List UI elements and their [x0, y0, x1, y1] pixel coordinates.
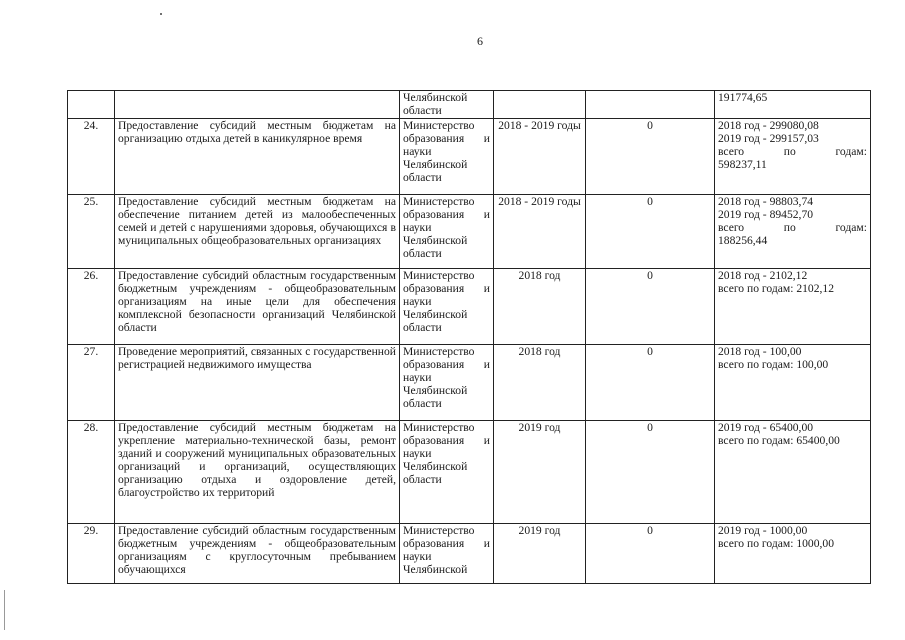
row-number: 26. — [68, 269, 115, 345]
table-row — [68, 524, 871, 584]
financing-cell — [715, 119, 871, 195]
financing-line: 2018 год - 299080,08 — [718, 119, 819, 132]
row-number: 24. — [68, 119, 115, 195]
table-row — [68, 269, 871, 345]
financing-line: 598237,11 — [718, 158, 767, 171]
implementation-term: 2018 год — [494, 269, 586, 345]
row-number: 27. — [68, 345, 115, 421]
implementation-term: 2019 год — [494, 524, 586, 584]
financing-line: 2018 год - 100,00 — [718, 345, 802, 358]
target-indicator: 0 — [586, 119, 715, 195]
financing-line: 2018 год - 2102,12 — [718, 269, 808, 282]
measure-description: Предоставление субсидий местным бюджетам на организацию отдыха детей в каникулярное время — [115, 119, 400, 195]
implementation-term: 2018 год — [494, 345, 586, 421]
measures-table — [67, 90, 871, 584]
target-indicator: 0 — [586, 195, 715, 269]
table-row — [68, 345, 871, 421]
implementation-term: 2018 - 2019 годы — [494, 195, 586, 269]
financing-line: всего по годам: 65400,00 — [718, 434, 840, 447]
target-indicator: 0 — [586, 421, 715, 524]
responsible-organization: Министерство образования и науки Челябинской области — [400, 195, 494, 269]
financing-line: 2019 год - 299157,03 — [718, 132, 819, 145]
financing-cell — [715, 524, 871, 584]
table-row — [68, 421, 871, 524]
implementation-term — [494, 91, 586, 119]
measure-description: Предоставление субсидий местным бюджетам на обеспечение питанием детей из малообеспеченных семей и детей с нарушениями здоровья, обучающихся в муниципальных общеобразовательных организациях — [115, 195, 400, 269]
row-number: 28. — [68, 421, 115, 524]
financing-line: 188256,44 — [718, 234, 768, 247]
scan-speck — [160, 13, 162, 15]
financing-cell — [715, 91, 871, 119]
responsible-organization: Министерство образования и науки Челябинской — [400, 524, 494, 584]
row-number: 29. — [68, 524, 115, 584]
responsible-organization: Министерство образования и науки Челябинской области — [400, 119, 494, 195]
financing-line: 2019 год - 89452,70 — [718, 208, 814, 221]
responsible-organization: Министерство образования и науки Челябинской области — [400, 269, 494, 345]
row-number — [68, 91, 115, 119]
measure-description: Предоставление субсидий областным государственным бюджетным учреждениям - общеобразовательным организациям с круглосуточным пребыванием обучающихся — [115, 524, 400, 584]
financing-cell — [715, 269, 871, 345]
target-indicator: 0 — [586, 269, 715, 345]
financing-line: всего по годам: 2102,12 — [718, 282, 835, 295]
measure-description: Проведение мероприятий, связанных с государственной регистрацией недвижимого имущества — [115, 345, 400, 421]
table-row — [68, 91, 871, 119]
target-indicator: 0 — [586, 345, 715, 421]
row-number: 25. — [68, 195, 115, 269]
financing-line: 2018 год - 98803,74 — [718, 195, 814, 208]
financing-cell — [715, 421, 871, 524]
measure-description: Предоставление субсидий областным государственным бюджетным учреждениям - общеобразовательным организациям на иные цели для обеспечения комплексной безопасности организаций Челябинской области — [115, 269, 400, 345]
implementation-term: 2019 год — [494, 421, 586, 524]
implementation-term: 2018 - 2019 годы — [494, 119, 586, 195]
measure-description — [115, 91, 400, 119]
responsible-organization: Министерство образования и науки Челябинской области — [400, 421, 494, 524]
financing-cell — [715, 345, 871, 421]
target-indicator — [586, 91, 715, 119]
scan-edge-mark — [4, 590, 5, 630]
responsible-organization: Министерство образования и науки Челябинской области — [400, 345, 494, 421]
financing-line: 2019 год - 1000,00 — [718, 524, 808, 537]
target-indicator: 0 — [586, 524, 715, 584]
financing-line: всего по годам: 1000,00 — [718, 537, 835, 550]
responsible-organization: Челябинской области — [400, 91, 494, 119]
financing-line: всего по годам: — [718, 145, 867, 158]
page-number: 6 — [477, 34, 483, 48]
financing-line: всего по годам: 100,00 — [718, 358, 829, 371]
table-row — [68, 119, 871, 195]
measure-description: Предоставление субсидий местным бюджетам на укрепление материально-технической базы, ремонт зданий и сооружений муниципальных образовательных организаций и организаций, осуществляющих организацию отдыха и оздоровление детей, благоустройство их территорий — [115, 421, 400, 524]
financing-line: 191774,65 — [718, 91, 768, 104]
financing-cell — [715, 195, 871, 269]
table-row — [68, 195, 871, 269]
financing-line: всего по годам: — [718, 221, 867, 234]
financing-line: 2019 год - 65400,00 — [718, 421, 814, 434]
